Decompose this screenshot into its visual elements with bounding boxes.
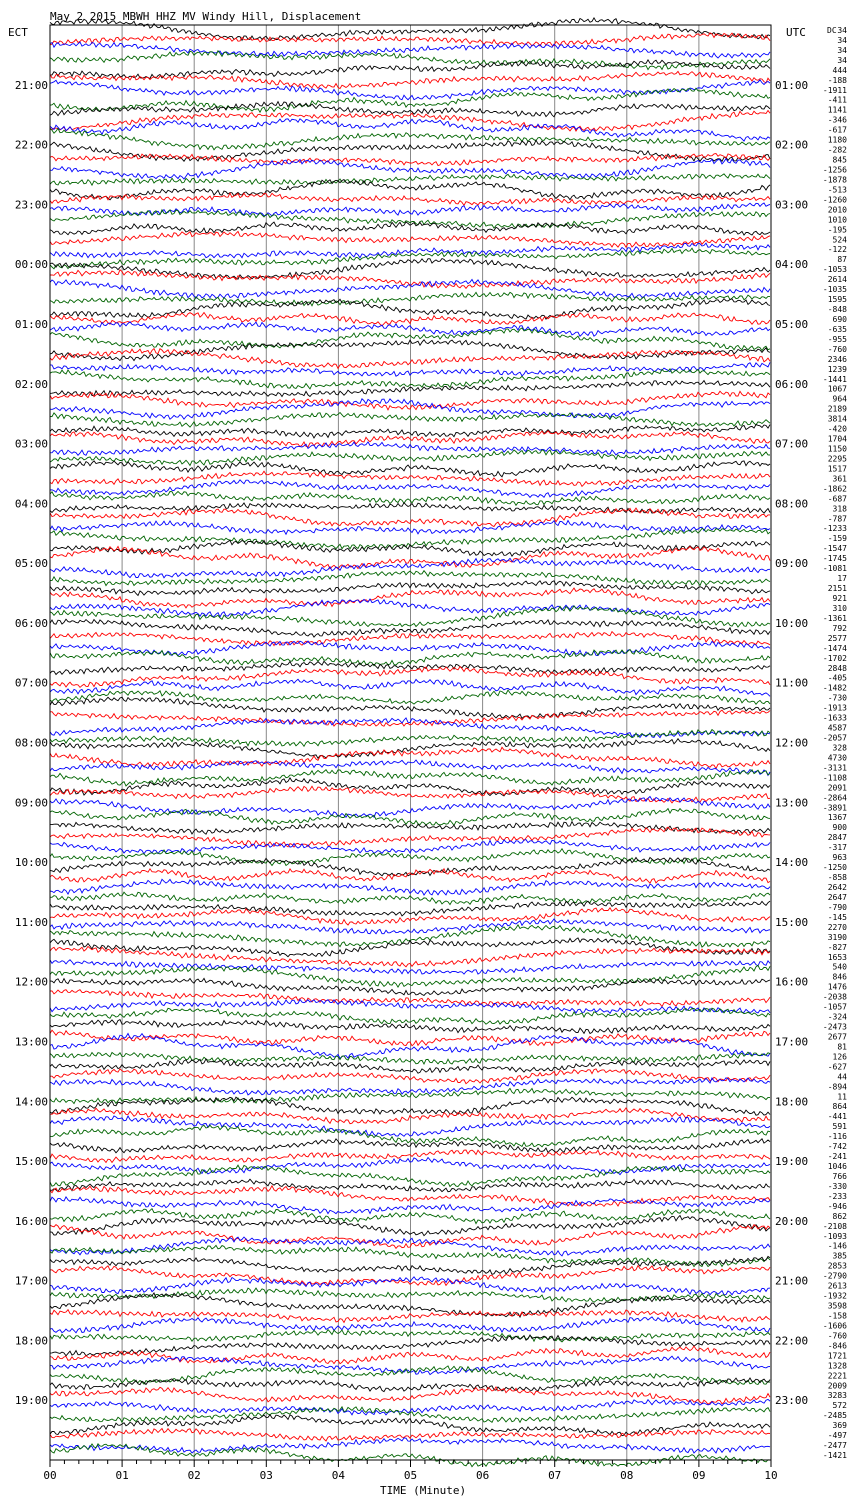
dc-offset-label: 87: [837, 255, 847, 265]
dc-offset-label: -635: [827, 324, 847, 334]
dc-offset-label: 385: [832, 1251, 847, 1261]
dc-offset-label: -1547: [822, 544, 847, 554]
dc-offset-label: -955: [827, 334, 847, 344]
dc-offset-label: -233: [827, 1191, 847, 1201]
left-hour-label: 08:00: [14, 736, 48, 750]
dc-offset-label: -497: [827, 1431, 847, 1441]
chart-title: May 2 2015 MBWH HHZ MV Windy Hill, Displacement: [50, 10, 362, 23]
dc-offset-label: -730: [827, 693, 847, 703]
dc-offset-label: -848: [827, 305, 847, 315]
x-tick-label: 08: [620, 1469, 634, 1482]
right-hour-label: 16:00: [775, 975, 809, 989]
dc-offset-label: 900: [832, 823, 847, 833]
left-hour-label: 15:00: [14, 1155, 48, 1169]
left-hour-label: 01:00: [14, 317, 48, 331]
dc-offset-label: 81: [837, 1042, 847, 1052]
dc-offset-label: -827: [827, 942, 847, 952]
right-hour-label: 08:00: [775, 497, 809, 511]
dc-offset-label: 766: [832, 1171, 847, 1181]
dc-offset-label: 921: [832, 594, 847, 604]
dc-offset-label: -1745: [822, 554, 847, 564]
x-tick-label: 03: [259, 1469, 273, 1482]
dc-offset-label: -1081: [822, 564, 847, 574]
right-hour-label: 07:00: [775, 437, 809, 451]
x-tick-label: 02: [187, 1469, 201, 1482]
dc-offset-label: 1517: [827, 464, 847, 474]
dc-offset-label: 964: [832, 394, 847, 404]
dc-offset-label: 591: [832, 1122, 847, 1132]
right-axis-label: UTC: [786, 26, 806, 39]
left-hour-label: 16:00: [14, 1214, 48, 1228]
dc-offset-label: 963: [832, 853, 847, 863]
dc-offset-label: -2485: [822, 1411, 847, 1421]
dc-offset-label: 2577: [827, 633, 847, 643]
dc-offset-label: 2647: [827, 892, 847, 902]
dc-offset-label: -1260: [822, 195, 847, 205]
dc-offset-label: -346: [827, 115, 847, 125]
dc-offset-label: -2038: [822, 992, 847, 1002]
dc-header: DC: [827, 26, 837, 35]
left-hour-label: 11:00: [14, 915, 48, 929]
right-hour-label: 21:00: [775, 1274, 809, 1288]
dc-offset-label: 11: [837, 1092, 847, 1102]
dc-offset-label: -1250: [822, 863, 847, 873]
dc-offset-label: 1046: [827, 1162, 847, 1172]
dc-offset-label: 126: [832, 1052, 847, 1062]
left-hour-label: 12:00: [14, 975, 48, 989]
dc-offset-label: 1180: [827, 135, 847, 145]
left-hour-label: 07:00: [14, 676, 48, 690]
right-hour-label: 04:00: [775, 258, 809, 272]
dc-offset-label: 2642: [827, 882, 847, 892]
left-hour-label: 10:00: [14, 856, 48, 870]
dc-offset-label: -1108: [822, 773, 847, 783]
dc-offset-label: 361: [832, 474, 847, 484]
dc-offset-label: 2677: [827, 1032, 847, 1042]
dc-offset-label: -282: [827, 145, 847, 155]
dc-offset-label: 846: [832, 972, 847, 982]
left-hour-label: 05:00: [14, 557, 48, 571]
dc-offset-label: 690: [832, 314, 847, 324]
left-hour-label: 00:00: [14, 258, 48, 272]
dc-offset-label: 34: [837, 55, 847, 65]
dc-offset-label: 2010: [827, 205, 847, 215]
dc-offset-label: 2346: [827, 354, 847, 364]
dc-offset-label: -3891: [822, 803, 847, 813]
right-hour-label: 13:00: [775, 796, 809, 810]
dc-offset-label: 3283: [827, 1391, 847, 1401]
dc-offset-label: -742: [827, 1142, 847, 1152]
x-tick-label: 04: [331, 1469, 346, 1482]
dc-offset-label: 2848: [827, 663, 847, 673]
dc-offset-label: -1913: [822, 703, 847, 713]
dc-offset-label: -420: [827, 424, 847, 434]
dc-offset-label: 2151: [827, 584, 847, 594]
right-hour-label: 10:00: [775, 616, 809, 630]
left-hour-label: 17:00: [14, 1274, 48, 1288]
x-tick-label: 05: [403, 1469, 418, 1482]
dc-offset-label: 310: [832, 603, 847, 613]
dc-offset-label: -159: [827, 534, 847, 544]
dc-offset-label: -2473: [822, 1022, 847, 1032]
x-tick-label: 07: [548, 1469, 562, 1482]
dc-offset-label: -317: [827, 843, 847, 853]
dc-offset-label: 2295: [827, 454, 847, 464]
right-hour-label: 09:00: [775, 557, 809, 571]
dc-offset-label: -946: [827, 1201, 847, 1211]
dc-offset-label: 2189: [827, 404, 847, 414]
dc-offset-label: 2613: [827, 1281, 847, 1291]
dc-offset-label: -687: [827, 494, 847, 504]
dc-offset-label: 540: [832, 962, 847, 972]
dc-offset-label: 1721: [827, 1351, 847, 1361]
left-hour-label: 19:00: [14, 1394, 48, 1408]
dc-offset-label: -1441: [822, 374, 847, 384]
x-tick-label: 10: [764, 1469, 778, 1482]
dc-offset-label: -2108: [822, 1221, 847, 1231]
dc-offset-label: -1057: [822, 1002, 847, 1012]
dc-offset-label: 864: [832, 1102, 847, 1112]
right-hour-label: 23:00: [775, 1394, 809, 1408]
right-hour-label: 15:00: [775, 915, 809, 929]
dc-offset-label: -1633: [822, 713, 847, 723]
dc-offset-label: 792: [832, 623, 847, 633]
dc-offset-label: 2009: [827, 1381, 847, 1391]
right-hour-label: 19:00: [775, 1155, 809, 1169]
dc-offset-label: -1093: [822, 1231, 847, 1241]
right-hour-label: 14:00: [775, 856, 809, 870]
left-hour-label: 06:00: [14, 616, 48, 630]
dc-offset-label: -324: [827, 1012, 847, 1022]
right-hour-label: 03:00: [775, 198, 809, 212]
dc-offset-label: 34: [837, 45, 847, 55]
dc-offset-label: -627: [827, 1062, 847, 1072]
right-hour-label: 01:00: [775, 78, 809, 92]
dc-offset-label: -1233: [822, 524, 847, 534]
dc-offset-label: -405: [827, 673, 847, 683]
dc-offset-label: -1361: [822, 613, 847, 623]
right-hour-label: 11:00: [775, 676, 809, 690]
left-hour-label: 21:00: [14, 78, 48, 92]
dc-offset-label: -145: [827, 912, 847, 922]
dc-offset-label: 3598: [827, 1301, 847, 1311]
dc-offset-label: -1474: [822, 643, 847, 653]
right-hour-label: 06:00: [775, 377, 809, 391]
right-hour-label: 17:00: [775, 1035, 809, 1049]
dc-offset-label: -1702: [822, 653, 847, 663]
left-hour-label: 02:00: [14, 377, 48, 391]
dc-offset-label: -513: [827, 185, 847, 195]
left-hour-label: 22:00: [14, 138, 48, 152]
dc-offset-label: -2864: [822, 793, 847, 803]
dc-offset-label: -158: [827, 1311, 847, 1321]
dc-offset-label: 845: [832, 155, 847, 165]
dc-offset-label: 44: [837, 1072, 847, 1082]
dc-offset-label: 2853: [827, 1261, 847, 1271]
dc-offset-label: -760: [827, 344, 847, 354]
dc-offset-label: 444: [832, 65, 847, 75]
dc-offset-label: 1150: [827, 444, 847, 454]
dc-offset-label: -787: [827, 514, 847, 524]
dc-offset-label: 318: [832, 504, 847, 514]
dc-offset-label: 1067: [827, 384, 847, 394]
dc-offset-label: -760: [827, 1331, 847, 1341]
left-hour-label: 09:00: [14, 796, 48, 810]
right-hour-label: 02:00: [775, 138, 809, 152]
dc-offset-label: 3190: [827, 932, 847, 942]
dc-offset-label: -1932: [822, 1291, 847, 1301]
dc-offset-label: -330: [827, 1181, 847, 1191]
dc-offset-label: 2221: [827, 1371, 847, 1381]
left-hour-label: 13:00: [14, 1035, 48, 1049]
left-hour-label: 04:00: [14, 497, 48, 511]
right-hour-label: 18:00: [775, 1095, 809, 1109]
dc-offset-label: -1035: [822, 285, 847, 295]
dc-offset-label: -1606: [822, 1321, 847, 1331]
dc-offset-label: 572: [832, 1401, 847, 1411]
dc-offset-label: -1053: [822, 265, 847, 275]
dc-offset-label: 1010: [827, 215, 847, 225]
left-hour-label: 14:00: [14, 1095, 48, 1109]
dc-offset-label: 2614: [827, 275, 847, 285]
dc-offset-label: 4730: [827, 753, 847, 763]
dc-offset-label: 17: [837, 574, 847, 584]
dc-offset-label: -1482: [822, 683, 847, 693]
dc-offset-label: 1239: [827, 364, 847, 374]
dc-offset-label: -894: [827, 1082, 847, 1092]
left-axis-label: ECT: [8, 26, 28, 39]
dc-offset-label: 2091: [827, 783, 847, 793]
dc-offset-label: 1704: [827, 434, 847, 444]
dc-offset-label: -122: [827, 245, 847, 255]
dc-offset-label: 34: [837, 25, 847, 35]
dc-offset-label: -617: [827, 125, 847, 135]
dc-offset-label: 524: [832, 235, 847, 245]
dc-offset-label: -846: [827, 1341, 847, 1351]
dc-offset-label: 1653: [827, 952, 847, 962]
dc-offset-label: 2847: [827, 833, 847, 843]
dc-offset-label: -1878: [822, 175, 847, 185]
dc-offset-label: -441: [827, 1112, 847, 1122]
dc-offset-label: 4587: [827, 723, 847, 733]
right-hour-label: 12:00: [775, 736, 809, 750]
dc-offset-label: -2790: [822, 1271, 847, 1281]
left-hour-label: 23:00: [14, 198, 48, 212]
dc-offset-label: -1862: [822, 484, 847, 494]
left-hour-label: 03:00: [14, 437, 48, 451]
x-axis-label: TIME (Minute): [380, 1484, 467, 1497]
right-hour-label: 22:00: [775, 1334, 809, 1348]
dc-offset-label: -858: [827, 873, 847, 883]
dc-offset-label: -146: [827, 1241, 847, 1251]
dc-offset-label: 1367: [827, 813, 847, 823]
dc-offset-label: -1911: [822, 85, 847, 95]
dc-offset-label: -2477: [822, 1441, 847, 1451]
dc-offset-label: 3814: [827, 414, 847, 424]
x-tick-label: 09: [692, 1469, 706, 1482]
dc-offset-label: -1256: [822, 165, 847, 175]
dc-offset-label: 369: [832, 1421, 847, 1431]
dc-offset-label: 862: [832, 1211, 847, 1221]
dc-offset-label: -1421: [822, 1451, 847, 1461]
dc-offset-label: 1328: [827, 1361, 847, 1371]
dc-offset-label: 34: [837, 35, 847, 45]
dc-offset-label: -241: [827, 1152, 847, 1162]
dc-offset-label: 1595: [827, 295, 847, 305]
dc-offset-label: 1141: [827, 105, 847, 115]
dc-offset-label: 1476: [827, 982, 847, 992]
x-tick-label: 00: [43, 1469, 57, 1482]
right-hour-label: 05:00: [775, 317, 809, 331]
dc-offset-label: 328: [832, 743, 847, 753]
dc-offset-label: -790: [827, 902, 847, 912]
dc-offset-label: -3131: [822, 763, 847, 773]
dc-offset-label: -2057: [822, 733, 847, 743]
dc-offset-label: -188: [827, 75, 847, 85]
dc-offset-label: -411: [827, 95, 847, 105]
x-tick-label: 01: [115, 1469, 129, 1482]
dc-offset-label: 2270: [827, 922, 847, 932]
left-hour-label: 18:00: [14, 1334, 48, 1348]
dc-offset-label: -195: [827, 225, 847, 235]
dc-offset-label: -116: [827, 1132, 847, 1142]
x-tick-label: 06: [475, 1469, 490, 1482]
right-hour-label: 20:00: [775, 1214, 809, 1228]
